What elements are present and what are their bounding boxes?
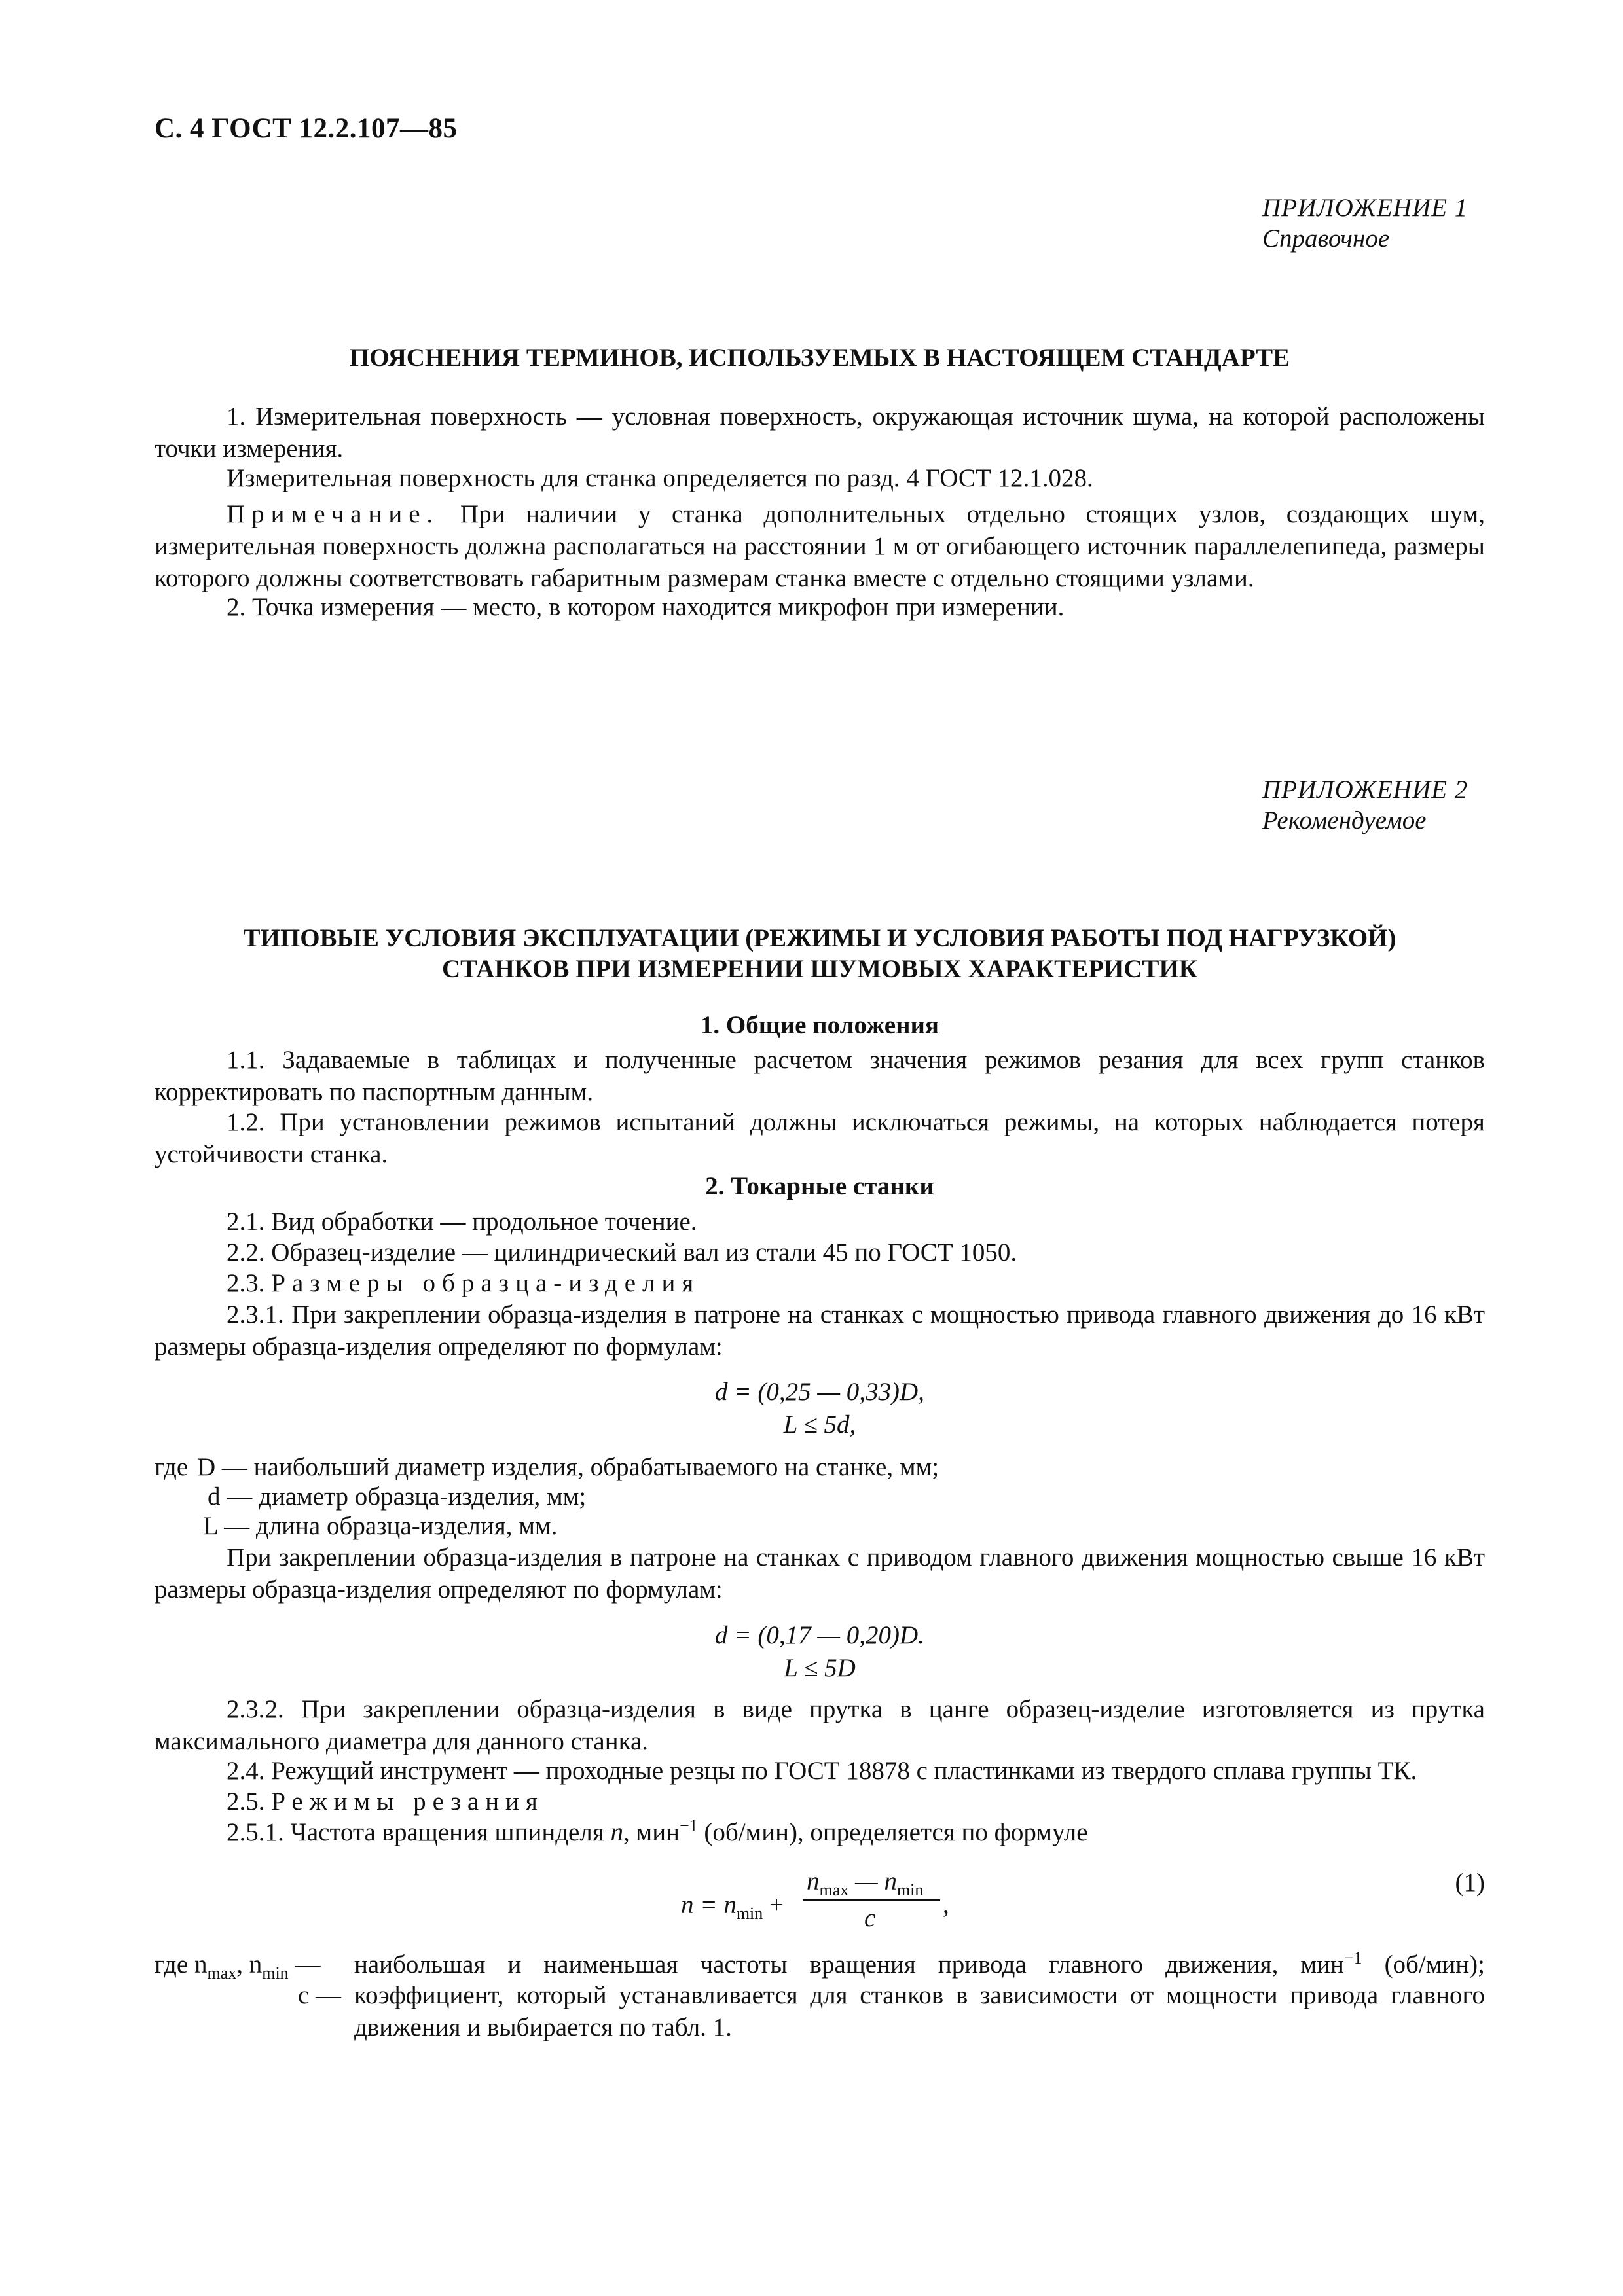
paragraph-2-3-text: Размеры образца-изделия [271, 1269, 701, 1297]
formula-3-lhs [681, 1889, 784, 1921]
definition-nmax-text: наибольшая и наименьшая частоты вращения привода главного движения, мин [354, 1950, 1344, 1979]
formula-3-num-max: max [819, 1880, 849, 1899]
paragraph-1-2: 1.2. При установлении режимов испытаний должны исключаться режимы, на которых наблюдается потеря устойчивости станка. [155, 1108, 1485, 1168]
page-header: С. 4 ГОСТ 12.2.107—85 [155, 113, 458, 144]
definition-nmax-nmin-label [155, 1948, 320, 1981]
formula-3-comma: , [943, 1891, 949, 1919]
where2-sep: , n [236, 1950, 263, 1979]
definition-nmax-sup: −1 [1343, 1948, 1362, 1967]
paragraph-2-1: 2.1. Вид обработки — продольное точение. [227, 1208, 697, 1236]
where2-dash: — [288, 1950, 321, 1979]
definition-D: D — наибольший диаметр изделия, обрабатываемого на станке, мм; [197, 1453, 939, 1481]
paragraph-2-5-text: Режимы резания [271, 1787, 544, 1816]
where2-text: где n [155, 1950, 208, 1979]
paragraph-2-5-1-var-n: n [610, 1818, 624, 1846]
paragraph-2-2: 2.2. Образец-изделие — цилиндрический вал из стали 45 по ГОСТ 1050. [227, 1238, 1017, 1266]
paragraph-2-4: 2.4. Режущий инструмент — проходные резцы по ГОСТ 18878 с пластинками из твердого сплава группы ТК. [227, 1757, 1417, 1785]
section-1-paragraph-2: Измерительная поверхность для станка определяется по разд. 4 ГОСТ 12.1.028. [227, 464, 1093, 492]
paragraph-2-5 [155, 1785, 1485, 1818]
paragraph-2-3-1: 2.3.1. При закреплении образца-изделия в патроне на станках с мощностью привода главного движения до 16 кВт размеры образца-изделия определяют по формулам: [155, 1300, 1485, 1361]
formula-3-num-minus: — n [848, 1867, 897, 1895]
paragraph-2-5-1-sup: −1 [679, 1816, 698, 1835]
definition-c-text: коэффициент, который устанавливается для станков в зависимости от мощности привода главного движения и выбирается по табл. 1. [354, 1981, 1485, 2041]
appendix-1-title: ПРИЛОЖЕНИЕ 1 [1262, 194, 1468, 222]
paragraph-over-16kw: При закреплении образца-изделия в патроне на станках с приводом главного движения мощностью свыше 16 кВт размеры образца-изделия определяют по формулам: [155, 1543, 1485, 1604]
section-2-heading [155, 923, 1485, 984]
section-2-heading-line-1: ТИПОВЫЕ УСЛОВИЯ ЭКСПЛУАТАЦИИ (РЕЖИМЫ И УСЛОВИЯ РАБОТЫ ПОД НАГРУЗКОЙ) [243, 924, 1396, 952]
appendix-1-label [1262, 192, 1468, 254]
formula-2 [155, 1619, 1485, 1685]
section-1-heading: ПОЯСНЕНИЯ ТЕРМИНОВ, ИСПОЛЬЗУЕМЫХ В НАСТОЯЩЕМ СТАНДАРТЕ [349, 344, 1290, 372]
formula-3-fraction-bar [803, 1899, 940, 1901]
definition-nmax-nmin-text [354, 1948, 1485, 1981]
appendix-2-label [1262, 774, 1468, 836]
paragraph-1-1: 1.1. Задаваемые в таблицах и полученные расчетом значения режимов резания для всех групп станков корректировать по паспортным данным. [155, 1046, 1485, 1106]
appendix-2-subtitle: Рекомендуемое [1262, 806, 1427, 834]
paragraph-2-5-number: 2.5. [227, 1787, 265, 1816]
section-2-heading-line-2: СТАНКОВ ПРИ ИЗМЕРЕНИИ ШУМОВЫХ ХАРАКТЕРИСТИК [441, 955, 1198, 983]
appendix-1-subtitle: Справочное [1262, 224, 1390, 253]
definition-where-label: где [155, 1453, 189, 1481]
formula-1-line-1: d = (0,25 — 0,33)D, [715, 1378, 924, 1406]
formula-3-numerator [807, 1865, 923, 1897]
paragraph-2-5-1-text-a: 2.5.1. Частота вращения шпинделя [227, 1818, 611, 1846]
section-1-note [155, 498, 1485, 594]
where2-max: max [207, 1963, 237, 1982]
section-1-paragraph-1: 1. Измерительная поверхность — условная поверхность, окружающая источник шума, на которой расположены точки измерения. [155, 403, 1485, 463]
formula-2-line-1: d = (0,17 — 0,20)D. [715, 1621, 924, 1649]
definition-L: L — длина образца-изделия, мм. [203, 1512, 558, 1540]
paragraph-2-3-2: 2.3.2. При закреплении образца-изделия в виде прутка в цанге образец-изделие изготовляется из прутка максимального диаметра для данного станка. [155, 1695, 1485, 1755]
section-1-paragraph-3: 2. Точка измерения — место, в котором находится микрофон при измерении. [227, 593, 1065, 621]
definition-d: d — диаметр образца-изделия, мм; [208, 1482, 587, 1511]
formula-2-line-2: L ≤ 5D [784, 1654, 856, 1682]
paragraph-2-5-1-text-c: (об/мин), определяется по формуле [697, 1818, 1088, 1846]
formula-3-num-n: n [807, 1867, 820, 1895]
paragraph-2-5-1-text-b: , мин [623, 1818, 680, 1846]
formula-1-line-2: L ≤ 5d, [783, 1410, 856, 1439]
formula-3-lhs-sub: min [736, 1903, 763, 1923]
definition-c-label: c — [298, 1981, 342, 2009]
formula-3-lhs-text: n = n [681, 1891, 737, 1919]
paragraph-2-5-1 [155, 1816, 1485, 1848]
paragraph-2-3 [155, 1267, 1485, 1299]
paragraph-2-3-number: 2.3. [227, 1269, 265, 1297]
formula-3-num-min: min [896, 1880, 924, 1899]
subsection-2-heading: 2. Токарные станки [705, 1172, 934, 1200]
note-text: При наличии у станка дополнительных отдельно стоящих узлов, создающих шум, измерительная поверхность должна располагаться на расстоянии 1 м от огибающего источник параллелепипеда, размеры которого должны соответствовать габаритным размерам станка вместе с отдельно стоящими узлами. [155, 500, 1485, 592]
definition-nmax-tail: (об/мин); [1362, 1950, 1485, 1979]
formula-3-denominator: c [864, 1904, 876, 1932]
subsection-1-heading: 1. Общие положения [700, 1011, 939, 1039]
where2-min: min [262, 1963, 289, 1982]
formula-3-plus: + [763, 1891, 784, 1919]
formula-1 [155, 1376, 1485, 1441]
formula-3-number: (1) [1455, 1869, 1485, 1897]
appendix-2-title: ПРИЛОЖЕНИЕ 2 [1262, 776, 1468, 804]
note-label: Примечание. [227, 500, 440, 528]
